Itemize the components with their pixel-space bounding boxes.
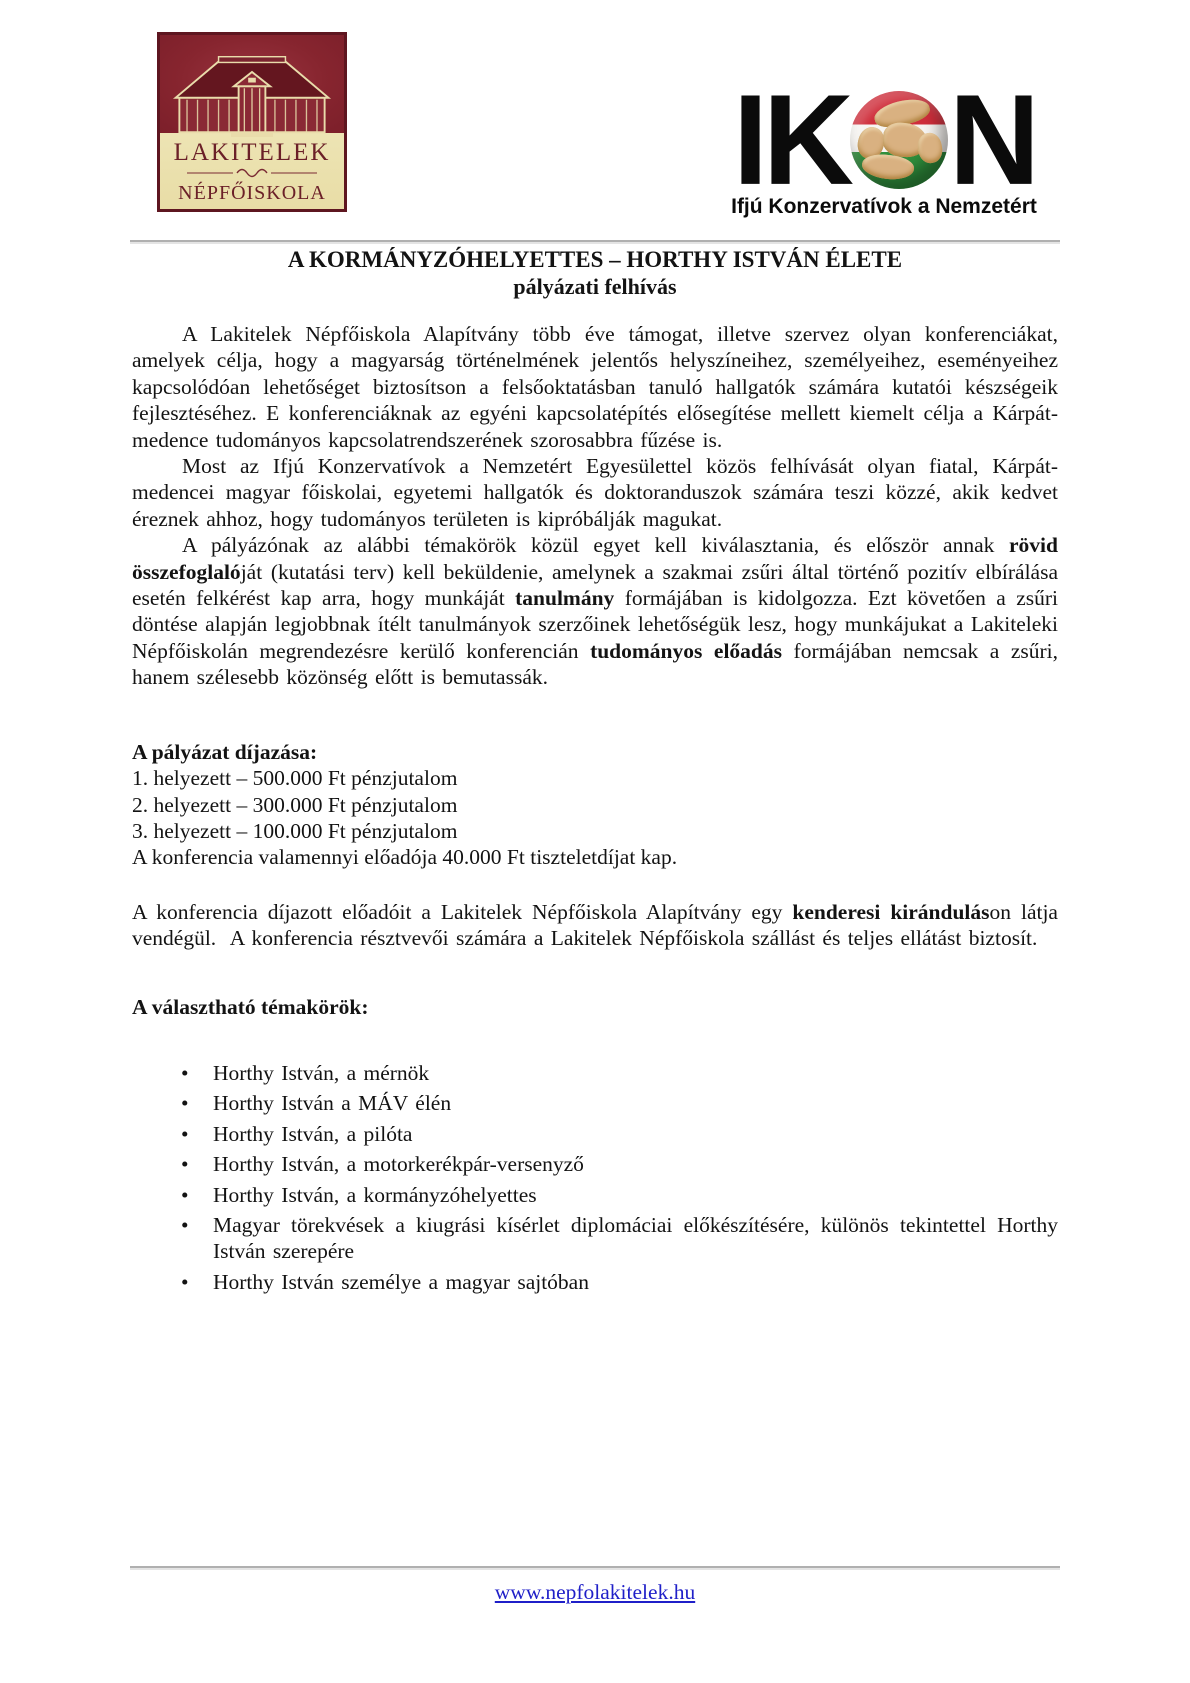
topic-item: • Horthy István a MÁV élén: [132, 1090, 1058, 1116]
nepfoiskola-building-icon: [166, 46, 338, 141]
footer-divider-line: [130, 1566, 1060, 1568]
page-footer: [130, 1566, 1060, 1605]
paragraph-intro-2: Most az Ifjú Konzervatívok a Nemzetért Egyesülettel közös felhívását olyan fiatal, Kárpát-medencei magyar főiskolai, egyetemi hallgatók és doktoranduszok számára teszi közzé, akik kedvet éreznek ahhoz, hogy tudományos területen is kipróbálják magukat.: [132, 454, 1058, 531]
ornament-divider-icon: [160, 167, 344, 179]
title-line1: A KORMÁNYZÓHELYETTES – HORTHY ISTVÁN ÉLETE: [287, 247, 903, 272]
logo-maroon-panel: [160, 35, 344, 133]
ikon-letters-ik: IK: [733, 67, 849, 212]
nepfoiskola-wordmark: NÉPFŐISKOLA: [178, 182, 326, 204]
prizes-heading: A pályázat díjazása:: [132, 739, 318, 764]
topics-heading: A választható témakörök:: [132, 994, 369, 1019]
paragraph-trip: A konferencia díjazott előadóit a Lakitelek Népfőiskola Alapítvány egy kenderesi kiránduláson látja vendégül. A konferencia résztvevői számára a Lakitelek Népfőiskola szállást és teljes ellátást biztosít.: [132, 899, 1058, 951]
topic-item: • Horthy István, a motorkerékpár-versenyző: [132, 1151, 1058, 1177]
header-divider-line: [130, 240, 1060, 242]
bread-piece-icon: [916, 131, 945, 165]
topic-item: • Horthy István, a mérnök: [132, 1060, 1058, 1086]
paragraph-intro-3: A pályázónak az alábbi témakörök közül egyet kell kiválasztania, és először annak rövid összefoglalóját (kutatási terv) kell beküldenie, amelynek a szakmai zsűri által történő pozitív elbírálása esetén felkérést kap arra, hogy munkáját tanulmány formájában is kidolgozza. Ezt követően a zsűri döntése alapján legjobbnak ítélt tanulmányok szerzőinek lehetőségük lesz, hogy munkájukat a Lakiteleki Népfőiskolán megrendezésre kerülő konferencián tudományos előadás formájában nemcsak a zsűri, hanem szélesebb közönség előtt is bemutassák.: [132, 533, 1059, 690]
topics-list: [132, 1060, 1058, 1295]
logo-cream-panel: [160, 133, 344, 209]
paragraph-intro-1: A Lakitelek Népfőiskola Alapítvány több éve támogat, illetve szervez olyan konferenciákat, amelyek célja, hogy a magyarság történelmének jelentős helyszíneihez, személyeihez, eseményeihez kapcsolódóan lehetőséget biztosítson a felsőoktatásban tanuló hallgatók számára kutatói készségeik fejlesztéséhez. E konferenciáknak az egyéni kapcsolatépítés elősegítése mellett kiemelt célja a Kárpát-medence tudományos kapcsolatrendszerének szorosabbra fűzése is.: [132, 322, 1058, 452]
title-line2: pályázati felhívás: [513, 274, 677, 299]
prize-line-3: 3. helyezett – 100.000 Ft pénzjutalom: [132, 818, 458, 843]
topic-item: • Horthy István, a kormányzóhelyettes: [132, 1182, 1058, 1208]
document-body: [132, 246, 1058, 1299]
lakitelek-wordmark: LAKITELEK: [173, 139, 331, 166]
ikon-letter-n: N: [949, 67, 1035, 212]
honorarium-line: A konferencia valamennyi előadója 40.000 Ft tiszteletdíjat kap.: [132, 845, 678, 870]
page-title: [132, 246, 1058, 300]
ikon-tagline: Ifjú Konzervatívok a Nemzetért: [731, 195, 1037, 218]
website-link[interactable]: www.nepfolakitelek.hu: [494, 1580, 696, 1604]
topic-item: • Horthy István, a pilóta: [132, 1121, 1058, 1147]
hungary-flag-globe-icon: [850, 91, 948, 189]
prize-line-2: 2. helyezett – 300.000 Ft pénzjutalom: [132, 792, 458, 817]
topic-item: • Magyar törekvések a kiugrási kísérlet diplomáciai előkészítésére, különös tekintettel Horthy István szerepére: [132, 1212, 1058, 1265]
lakitelek-nepfoiskola-logo: [157, 32, 347, 212]
topic-item: • Horthy István személye a magyar sajtóban: [132, 1269, 1058, 1295]
prize-line-1: 1. helyezett – 500.000 Ft pénzjutalom: [132, 766, 458, 791]
ikon-logo: [726, 67, 1042, 219]
